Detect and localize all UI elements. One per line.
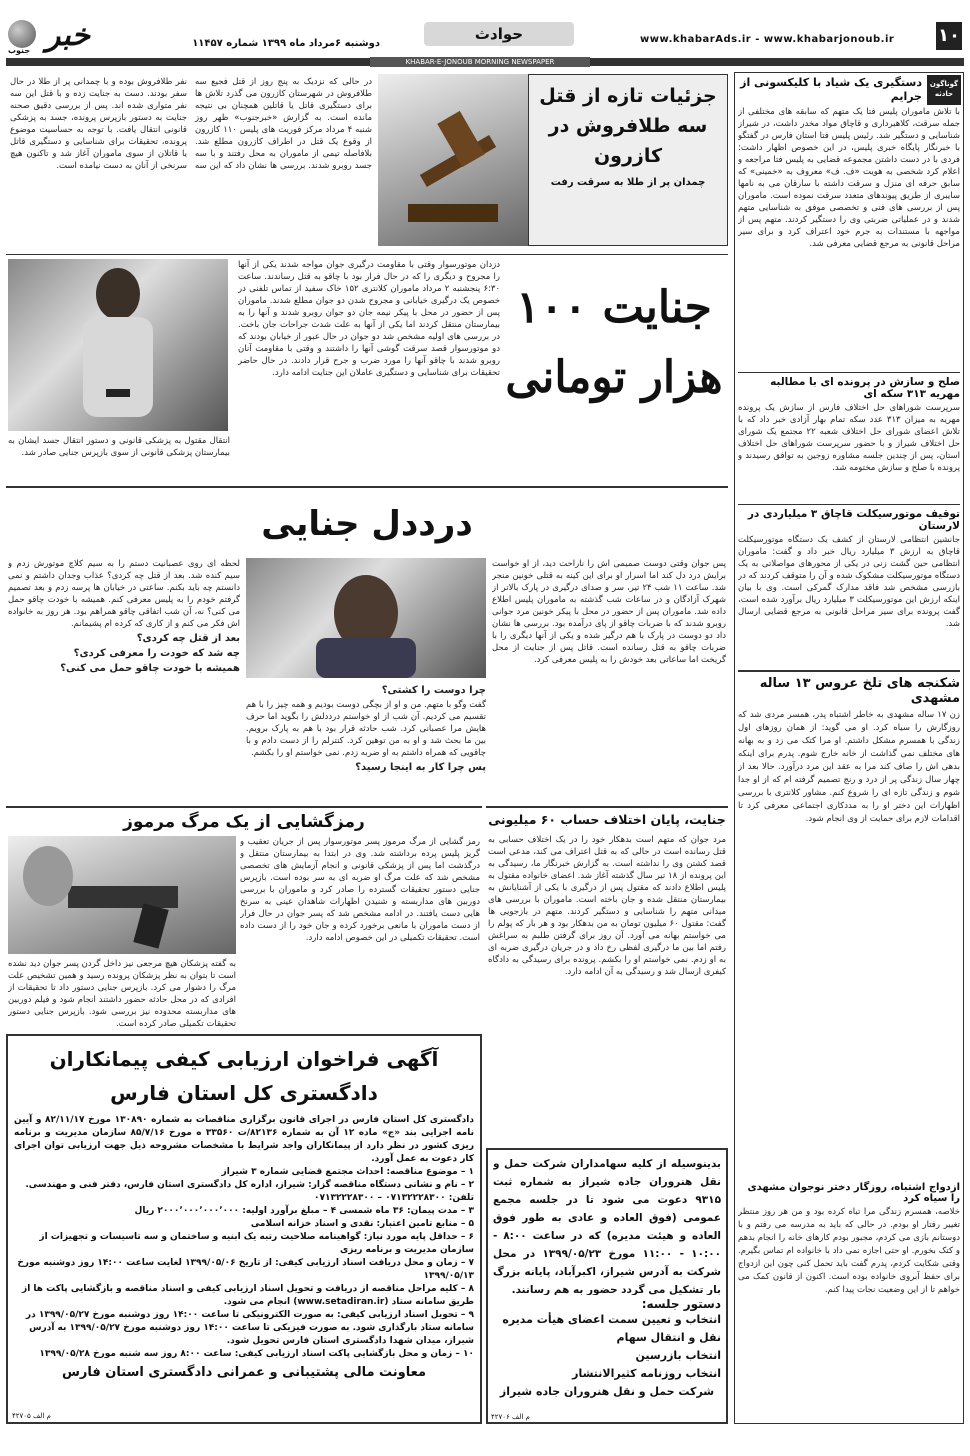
- ramz-body: رمز گشایی از مرگ مرموز پسر موتورسوار پس از جریان تعقیب و گریز پلیس پرده برداشته شد. وی در ابتدا به بیمارستان منتقل و درگذشت اما پس از پزشکی قانونی و انجام آزمایش های تخصصی مشخص شد که علت مرگ او ضربه ای به سر بوده است. بازپرس جنایی دستور تحقیقات گسترده را صادر کرد و ماموران با بررسی دوربین های مداربسته و شنیدن اظهارات شاهدان عینی به سرنخ هایی دست یافتند. در ادامه مشخص شد که پسر جوان در حال فرار از دست ماموران با مانعی برخورد کرده و جان خود را از دست داده است. تحقیقات تکمیلی در این خصوص ادامه دارد.: [240, 837, 480, 943]
- logo-sub: جنوب: [8, 46, 31, 55]
- ad-fars: [6, 1034, 482, 1424]
- sahamdaran-item: نقل و انتقال سهام: [616, 1331, 721, 1344]
- person-handcuffed-icon: [8, 259, 228, 431]
- website-url[interactable]: www.khabarAds.ir - www.khabarjonoub.ir: [640, 34, 895, 45]
- dardedel-sub2: پس چرا کار به اینجا رسید؟: [355, 762, 486, 773]
- fars-intro: دادگستری کل استان فارس در اجرای قانون برگزاری مناقصات به شماره ۱۳۰۸۹۰ مورخ ۸۲/۱۱/۱۷ و آیین نامه اجرایی بند «ج» ماده ۱۲ آن به شماره ۸۲۱۳۶/ت ۳۳۵۶۰ ه مورخ ۸۵/۷/۱۶ سازمان مدیریت و برنامه ریزی کشور در نظر دارد از پیمانکاران واجد شرایط با مشخصات مشروحه ذیل جهت ارزیابی توان اجرای کار دعوت به عمل آورد.: [14, 1115, 474, 1164]
- sahamdaran-text: بدینوسیله از کلیه سهامداران شرکت حمل و نقل هنروران جاده شیراز به شماره ثبت ۹۳۱۵ دعوت می شود تا در جلسه مجمع عمومی (فوق العاده و عادی به طور فوق العاده و هیئت مدیره) که در ساعت ۸:۰۰ - ۱۰:۰۰ - ۱۱:۰۰ مورخ ۱۳۹۹/۰۵/۲۳ در محل شرکت به آدرس شیراز، اکبرآباد، پایانه بزرگ بار تشکیل می گردد حضور به هم رسانند.: [493, 1158, 721, 1295]
- side-story4-title: شکنجه های تلخ عروس ۱۳ ساله مشهدی: [738, 670, 960, 706]
- dardedel-sub3: بعد از قتل چه کردی؟: [136, 633, 240, 644]
- kazerun-headline-box: [528, 74, 728, 246]
- english-name: KHABAR-E-JONOUB MORNING NEWSPAPER: [370, 57, 590, 67]
- kazerun-caption: چمدان پر از طلا به سرقت رفت: [550, 177, 706, 188]
- sahamdaran-item: انتخاب روزنامه کثیرالانتشار: [572, 1367, 721, 1380]
- fars-line: ۲ – نام و نشانی دستگاه مناقصه گزار: شیراز، اداره کل دادگستری استان فارس، دفتر فنی و مهندسی. تلفن: ۰۷۱۳۲۲۲۸۳۰۰ – ۰۷۱۳۲۲۲۸۳۰۰: [25, 1180, 474, 1203]
- dardedel-sub5: همیشه با خودت چاقو حمل می کنی؟: [60, 663, 240, 674]
- kazerun-title: جزئیات تازه از قتل سه طلافروش در کازرون: [539, 85, 717, 167]
- crying-man-icon: [246, 558, 486, 678]
- date-line: دوشنبه ۶مرداد ماه ۱۳۹۹ شماره ۱۱۴۵۷: [192, 38, 380, 49]
- side-column: [734, 72, 964, 1424]
- fars-code: م الف ۴۲۷۰۵: [12, 1412, 51, 1420]
- ad-sahamdaran: [486, 1148, 728, 1424]
- dardedel-photo: [246, 558, 486, 678]
- fars-line: ۱۰ – زمان و محل بازگشایی پاکت اسناد ارزیابی کیفی: ساعت ۸:۰۰ روز سه شنبه مورخ ۱۳۹۹/۰۵/۲۸: [39, 1349, 474, 1359]
- dardedel-body-right: پس جوان وقتی دوست صمیمی اش را ناراحت دید، از او خواست برایش درد دل کند اما اسرار او برای این کینه به قتلی خونین منجر شد. ساعت ۱۱ شب ۲۴ تیر، سر و صدای درگیری در پارک بالاتر از شهرک آزادگان و در ساعات شب گذشته به ماموران پلیس اطلاع داده شد. ماموران پس از حضور در محل با پیکر خونین مرد جوانی روبرو شدند که با ضربات چاقو از پای درآمده بود. بررسی ها نشان داد دو دوست در پارک با هم درگیر شده و یکی از آنها دیگری را با ضربات چاقو به قتل رسانده است. قاتل پس از جنایت از محل گریخت اما ساعاتی بعد خودش را به پلیس معرفی کرد.: [492, 559, 726, 665]
- sahamdaran-footer: شرکت حمل و نقل هنروران جاده شیراز: [499, 1385, 715, 1398]
- fars-line: ۵ – منابع تامین اعتبار: نقدی و اسناد خزانه اسلامی: [250, 1219, 474, 1229]
- jenayat-body: دزدان موتورسوار وقتی با مقاومت درگیری جوان مواجه شدند یکی از آنها را مجروح و دیگری را که در حال فرار بود با چاقو به قتل رساندند. ساعت ۶:۳۰ پنجشنبه ۲ مرداد ماموران کلانتری ۱۵۲ خاک سفید از تماس تلفنی در خصوص یک درگیری خیابانی و مجروح شدن دو جوان مطلع شدند. ماموران پس از حضور در محل با پیکر نیمه جان دو جوان روبرو شدند و آنها را به بیمارستان منتقل کردند اما یکی از آنها به علت شدت جراحات جان باخت. در بررسی های اولیه مشخص شد دو جوان در حال عبور از خیابان بودند که دو موتورسوار قصد سرقت گوشی آنها را داشتند و وقتی با مقاومت آنان روبرو شدند با چاقو آنها را مورد ضرب و جرح قرار دادند. در حال حاضر تحقیقات برای شناسایی و دستگیری عاملان این جنایت ادامه دارد.: [238, 260, 500, 378]
- side-story4-body: زن ۱۷ ساله مشهدی به خاطر اشتباه پدر، همسر مردی شد که روزگارش را سیاه کرد. او می گوید: از همان روزهای اول زندگی با همسرم مشکل داشتم. او مرا کتک می زد و به بهانه های مختلف نمی گذاشت از خانه خارج شوم. پدرم برای اینکه بدهی اش را صاف کند مرا به عقد این مرد درآورد. حالا بعد از چهار سال زندگی پر از درد و رنج تصمیم گرفته ام که از او جدا شوم و زندگی تازه ای را شروع کنم. مشاور کلانتری با بررسی اظهارات این دختر او را به مددکاری اجتماعی معرفی کرد تا اقدامات لازم برای حمایت از وی انجام شود.: [738, 710, 960, 824]
- fars-line: ۷ – زمان و محل دریافت اسناد ارزیابی کیفی: از تاریخ ۱۳۹۹/۰۵/۰۶ لغایت ساعت ۱۴:۰۰ روز دوشنبه مورخ ۱۳۹۹/۰۵/۱۳: [17, 1258, 474, 1281]
- page-number: ۱۰: [936, 22, 962, 50]
- sahamdaran-agenda-title: دستور جلسه:: [641, 1297, 721, 1311]
- section-title: حوادث: [424, 22, 574, 46]
- story-ramzgoshaei: [6, 806, 482, 1030]
- logo: [6, 18, 92, 58]
- fars-title2: دادگستری کل استان فارس: [110, 1081, 378, 1105]
- side-story4-body2: خلاصه، همسرم زندگی مرا تباه کرده بود و من هر روز منتظر تغییر رفتار او بودم. در حالی که باید به مدرسه می رفتم و با دوستانم بازی می کردم، مجبور بودم کارهای خانه را انجام بدهم و کتک بخورم. او حتی اجازه نمی داد با خانواده ام تماس بگیرم. وقتی شکایت کردم، پدرم گفت باید تحمل کنی چون این ازدواج برای حفظ آبروی خانواده بوده است. اکنون از قانون کمک می خواهم تا از این وضعیت نجات پیدا کنم.: [738, 1207, 960, 1295]
- side-badge: گوناگون حادثه: [927, 75, 961, 105]
- fars-title1: آگهی فراخوان ارزیابی کیفی پیمانکاران: [49, 1047, 439, 1071]
- side-story3-body: جانشین انتظامی لارستان از کشف یک دستگاه موتورسیکلت قاچاق به ارزش ۳ میلیارد ریال خبر داد و گفت: ماموران انتظامی حین گشت زنی در یکی از محورهای مواصلاتی به یک دستگاه موتورسیکلت مشکوک شده و آن را متوقف کردند که در بازرسی مشخص شد فاقد مدارک گمرکی است. وی با بیان اینکه ارزش این موتورسیکلت ۳ میلیارد ریال برآورد شده است، گفت پرونده برای سیر مراحل قانونی به مرجع قضایی ارسال شد.: [738, 535, 960, 629]
- dardedel-left-text: لحظه ای روی عصبانیت دستم را به سیم کلاچ موتورش زدم و سیم کنده شد. بعد از قتل چه کردی؟ عذاب وجدان داشتم و نمی دانستم چه باید بکنم. ساعتی در خیابان ها پرسه زدم و بعد تصمیم گرفتم خودم را به پلیس معرفی کنم. همیشه با خودت چاقو حمل می کنی؟ نه، آن شب اتفاقی چاقو همراهم بود. هر روز به خانواده اش فکر می کنم و از کاری که کرده ام پشیمانم.: [8, 559, 240, 629]
- ramz-body-left: به گفته پزشکان هیچ مرجعی نیز داخل گردن پسر جوان دید نشده است تا بتوان به نظر پزشکان پرونده رسید و همین تشخیص علت مرگ را دشوار می کرد. بازپرس جنایی دستور داد تا تحقیقات از افرادی که در محل حادثه حضور داشتند انجام شود و فیلم دوربین های مداربسته محدوده نیز بررسی شود. بازپرس جنایی دستور تحقیقات تکمیلی صادر کرده است.: [8, 959, 236, 1028]
- dardedel-mid-text: گفت وگو با متهم. من و او از بچگی دوست بودیم و همه چیز را با هم تقسیم می کردیم. آن شب از او خواستم درددلش را بگوید اما حرف هایش مرا عصبانی کرد. شب حادثه قرار بود با هم به پارک برویم. بین ما بحث شد و او به من توهین کرد. کنترلم را از دست دادم و با چاقویی که همراه داشتم به او ضربه زدم. نمی خواستم او را بکشم.: [246, 700, 486, 758]
- dardedel-body-left: [8, 558, 240, 800]
- fars-line: ۱ – موضوع مناقصه: احداث مجتمع قضایی شماره ۳ شیراز: [221, 1167, 474, 1177]
- story-hesab: [486, 806, 728, 1144]
- hesab-body: مرد جوان که متهم است بدهکار خود را در یک اختلاف حسابی به قتل رسانده است در حالی که به قتل اعتراف می کند، مدعی است قصد کشتن وی را نداشته است. به گزارش خبرنگار ما، رسیدگی به این پرونده از ۱۸ تیر سال گذشته آغاز شد. اعضای خانواده مقتول به پلیس اطلاع دادند که مقتول پس از درگیری با یکی از آشنایانش به بیمارستان منتقل شده و جان باخته است. ماموران با بررسی های میدانی متهم را شناسایی و دستگیر کردند. متهم در بازجویی ها گفت: مقتول ۶۰ میلیون تومان به من بدهکار بود و هر بار که پولم را می خواستم بهانه می آورد. آن روز برای گرفتن طلبم به سراغش رفتم اما بین ما درگیری لفظی رخ داد و در جریان درگیری ضربه ای به او زدم. نمی خواستم او را بکشم. پرونده برای رسیدگی به دادگاه کیفری ارسال شد و رسیدگی به آن ادامه دارد.: [488, 835, 726, 977]
- side-story2-title: صلح و سازش در پرونده ای با مطالبه مهریه ۳۱۳ سکه ای: [738, 372, 960, 400]
- logo-globe-icon: [8, 20, 36, 48]
- gavel-image: [378, 74, 528, 246]
- side-story3-title: توقیف موتورسیکلت قاچاق ۳ میلیاردی در لارستان: [738, 504, 960, 532]
- dardedel-sub1: چرا دوست را کشتی؟: [381, 685, 486, 696]
- side-story2-body: سرپرست شوراهای حل اختلاف فارس از سازش یک پرونده مهریه به میزان ۳۱۳ عدد سکه تمام بهار آزادی خبر داد که با تلاش اعضای شورای حل اختلاف شعبه ۲۲ مجتمع یک شورای حل اختلاف شیراز و با حضور سرپرست شوراهای حل اختلاف استان، پس از چندین جلسه مشاوره زوجین به توافق رسیدند و پرونده با صلح و سازش مختومه شد.: [738, 403, 960, 473]
- sahamdaran-item: انتخاب و تعیین سمت اعضای هیأت مدیره: [502, 1313, 721, 1326]
- story-jenayat: [6, 254, 728, 482]
- fars-line: ۶ – حداقل پایه مورد نیاز: گواهینامه صلاحیت رتبه یک ابنیه و ساختمان و سه تاسیسات و تجهیزات از سازمان مدیریت و برنامه ریزی: [39, 1232, 474, 1255]
- dardedel-body-mid: [246, 682, 486, 800]
- logo-text: خبر: [45, 18, 90, 53]
- handgun-icon: [8, 836, 236, 954]
- story-dardedel: [6, 486, 728, 802]
- side-story1-body: با تلاش ماموران پلیس فتا یک متهم که سابقه های مختلفی از جمله سرقت، کلاهبرداری و قاچاق مواد مخدر داشت، در شیراز شناسایی و دستگیر شد. رئیس پلیس فتا استان فارس در گفتگو با خبرنگار پایگاه خبری پلیس، در این خصوص اظهار داشت: فردی با در دست داشتن مجموعه قضایی به پلیس فتا مراجعه و اعلام کرد شخصی به هویت «ف. ف» معروف به «خمینی» که سابق حرفه ای منزل و سرقت داشته با سارقان می به نامها سایبری از طریق پیوندهای متعدد سرقت نموده است. ماموران پس از بررسی های فنی و تخصصی موفق به شناسایی متهم شدند و در عملیاتی ضربتی وی را دستگیر کردند. متهم پس از مواجهه با مستندات به جرم خود اعتراف کرد و برای سیر مراحل قانونی به مرجع قضایی معرفی شد.: [738, 107, 960, 249]
- hesab-title: جنایت، پایان اختلاف حساب ۶۰ میلیونی: [488, 812, 726, 827]
- jenayat-photo: [8, 259, 228, 431]
- sahamdaran-code: م الف ۴۲۷۰۶: [491, 1413, 530, 1421]
- page-header: [0, 0, 970, 68]
- side-story1-title: دستگیری یک شیاد با کلیکسونی از جرایم: [740, 76, 922, 103]
- kazerun-body: در حالی که نزدیک به پنج روز از قتل فجیع سه طلافروش در شهرستان کازرون می گذرد تلاش ها برای دستگیری قاتل یا قاتلین همچنان بی نتیجه مانده است. به گزارش «خبرجنوب» ظهر روز شنبه ۴ مرداد مرکز فوریت های پلیس ۱۱۰ کازرون از وقوع یک قتل در اطراف کازرون مطلع شد. بلافاصله تیمی از ماموران به محل رفتند و با سه جسد روبرو شدند. بررسی ها نشان داد که این سه نفر طلافروش بوده و با چمدانی پر از طلا در حال سفر بودند. دست به جنایت زده و با قتل این سه نفر متواری شده اند. پس از بررسی دقیق صحنه جنایت به دستور بازپرس پرونده، جسد به پزشکی قانونی انتقال یافت. با توجه به حساسیت موضوع پرونده، تحقیقات برای شناسایی و دستگیری قاتل یا قاتلان از سوی ماموران آغاز شد و تاکنون هیچ سرنخی از آنان به دست نیامده است.: [10, 77, 372, 171]
- fars-footer: معاونت مالی پشتیبانی و عمرانی دادگستری استان فارس: [61, 1365, 427, 1380]
- dardedel-title: درددل جنایی: [261, 504, 473, 544]
- ramz-photo: [8, 836, 236, 954]
- side-story4-sub: ازدواج اشتباه، روزگار دختر نوجوان مشهدی را سیاه کرد: [747, 1182, 960, 1204]
- jenayat-caption: انتقال مقتول به پزشکی قانونی و دستور انتقال جسد ایشان به بیمارستان پزشکی قانونی از سوی بازپرس جنایی صادر شد.: [8, 436, 230, 458]
- ramz-title: رمزگشایی از یک مرگ مرموز: [123, 812, 365, 832]
- gavel-icon: [378, 74, 528, 246]
- story-kazerun: [6, 72, 728, 252]
- dardedel-sub4: چه شد که خودت را معرفی کردی؟: [73, 648, 240, 659]
- fars-line: ۳ – مدت پیمان: ۳۶ ماه شمسی ۴ – مبلغ برآورد اولیه: ۲۰۰۰٬۰۰۰٬۰۰۰٬۰۰۰ ریال: [134, 1206, 474, 1216]
- jenayat-title: جنایت ۱۰۰ هزار تومانی: [505, 282, 723, 403]
- fars-line: ۹ – تحویل اسناد ارزیابی کیفی: به صورت الکترونیکی تا ساعت ۱۴:۰۰ روز دوشنبه مورخ ۱۳۹۹/۰۵/۲۷ در سامانه ستاد بارگذاری شود. به صورت فیزیکی تا ساعت ۱۴:۰۰ روز دوشنبه مورخ ۱۳۹۹/۰۵/۲۷ به آدرس شیراز، میدان شهدا دادگستری استان فارس تحویل شود.: [25, 1310, 474, 1346]
- sahamdaran-item: انتخاب بازرسین: [635, 1349, 721, 1362]
- fars-line: ۸ – کلیه مراحل مناقصه از دریافت و تحویل اسناد ارزیابی کیفی و اسناد مناقصه و بازگشایی پاکت ها از طریق سامانه ستاد (www.setadiran.ir) انجام می شود.: [22, 1284, 474, 1307]
